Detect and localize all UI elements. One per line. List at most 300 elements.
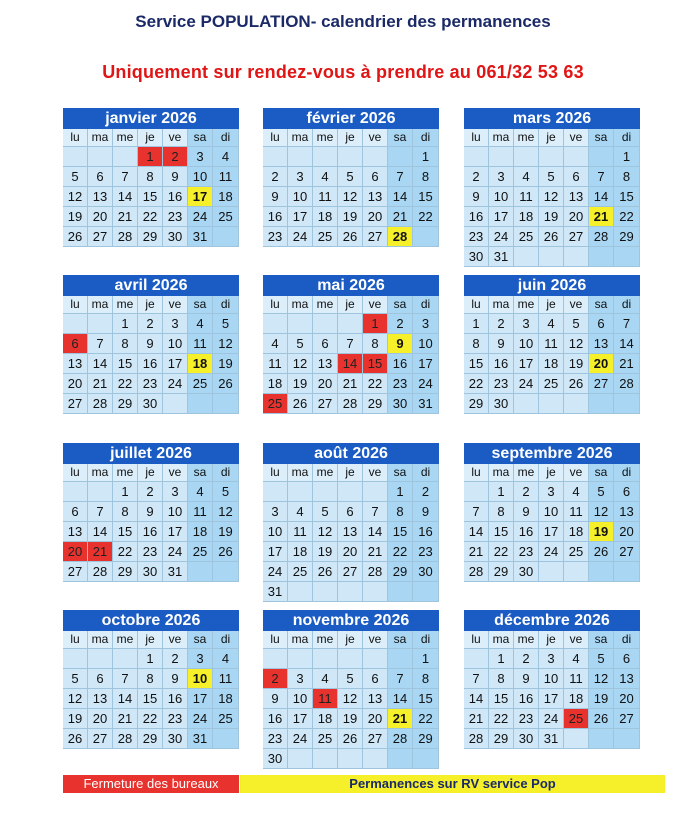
empty-cell xyxy=(338,482,363,502)
day-cell: 24 xyxy=(288,729,313,749)
day-cell: 4 xyxy=(539,314,564,334)
day-cell: 17 xyxy=(288,709,313,729)
day-cell: 27 xyxy=(88,729,113,749)
empty-cell xyxy=(514,147,539,167)
day-cell: 26 xyxy=(288,394,313,414)
day-cell: 12 xyxy=(63,689,88,709)
day-cell: 29 xyxy=(363,394,388,414)
day-cell: 27 xyxy=(363,227,388,247)
empty-cell xyxy=(614,562,640,582)
day-cell: 26 xyxy=(338,729,363,749)
empty-cell xyxy=(263,314,288,334)
weekday-header: sa xyxy=(388,129,413,147)
day-cell: 14 xyxy=(113,689,138,709)
empty-cell xyxy=(113,649,138,669)
month-calendar xyxy=(464,275,640,414)
day-cell: 26 xyxy=(564,374,589,394)
day-cell: 4 xyxy=(213,649,239,669)
empty-cell xyxy=(413,582,439,602)
empty-cell xyxy=(539,562,564,582)
weekday-header: je xyxy=(539,296,564,314)
day-cell: 21 xyxy=(88,374,113,394)
day-cell: 1 xyxy=(489,482,514,502)
day-cell: 5 xyxy=(338,669,363,689)
weekday-header: sa xyxy=(388,631,413,649)
weekday-header: lu xyxy=(63,129,88,147)
day-cell: 10 xyxy=(539,502,564,522)
empty-cell xyxy=(288,749,313,769)
day-cell: 4 xyxy=(263,334,288,354)
weekday-header: di xyxy=(614,296,640,314)
weekday-header: me xyxy=(113,464,138,482)
day-cell: 19 xyxy=(338,207,363,227)
day-cell: 22 xyxy=(614,207,640,227)
day-cell: 23 xyxy=(388,374,413,394)
day-cell: 25 xyxy=(313,227,338,247)
day-cell: 9 xyxy=(138,502,163,522)
day-cell: 28 xyxy=(464,562,489,582)
day-cell: 11 xyxy=(514,187,539,207)
day-cell: 14 xyxy=(88,522,113,542)
day-cell: 30 xyxy=(413,562,439,582)
empty-cell xyxy=(489,147,514,167)
day-cell: 19 xyxy=(539,207,564,227)
day-cell: 9 xyxy=(263,689,288,709)
day-cell: 12 xyxy=(589,502,614,522)
weekday-header: lu xyxy=(263,464,288,482)
day-cell: 20 xyxy=(88,709,113,729)
day-cell: 25 xyxy=(564,709,589,729)
empty-cell xyxy=(338,649,363,669)
day-cell: 26 xyxy=(63,729,88,749)
month-title: février 2026 xyxy=(263,108,439,129)
weekday-header: lu xyxy=(464,464,489,482)
day-cell: 3 xyxy=(514,314,539,334)
day-cell: 24 xyxy=(489,227,514,247)
day-cell: 27 xyxy=(63,562,88,582)
day-cell: 23 xyxy=(263,227,288,247)
empty-cell xyxy=(188,562,213,582)
day-cell: 9 xyxy=(413,502,439,522)
day-cell: 28 xyxy=(464,729,489,749)
day-cell: 7 xyxy=(363,502,388,522)
weekday-header: je xyxy=(338,631,363,649)
day-cell: 30 xyxy=(263,749,288,769)
day-cell: 5 xyxy=(63,167,88,187)
day-cell: 22 xyxy=(138,207,163,227)
day-cell: 9 xyxy=(388,334,413,354)
empty-cell xyxy=(363,649,388,669)
weekday-header: di xyxy=(213,464,239,482)
weekday-header: ma xyxy=(489,296,514,314)
day-cell: 25 xyxy=(564,542,589,562)
weekday-header: je xyxy=(138,296,163,314)
day-cell: 3 xyxy=(288,167,313,187)
day-cell: 14 xyxy=(464,689,489,709)
day-cell: 7 xyxy=(464,669,489,689)
weekday-header: je xyxy=(138,464,163,482)
weekday-header: ma xyxy=(88,129,113,147)
day-cell: 31 xyxy=(188,729,213,749)
empty-cell xyxy=(564,562,589,582)
day-cell: 20 xyxy=(614,522,640,542)
day-cell: 10 xyxy=(188,167,213,187)
day-cell: 27 xyxy=(589,374,614,394)
legend-closed: Fermeture des bureaux xyxy=(63,775,239,793)
day-cell: 6 xyxy=(63,502,88,522)
weekday-header: di xyxy=(413,464,439,482)
day-cell: 30 xyxy=(163,227,188,247)
day-cell: 16 xyxy=(163,689,188,709)
empty-cell xyxy=(88,314,113,334)
day-cell: 18 xyxy=(288,542,313,562)
day-cell: 16 xyxy=(464,207,489,227)
day-cell: 20 xyxy=(338,542,363,562)
day-cell: 2 xyxy=(263,167,288,187)
day-cell: 21 xyxy=(614,354,640,374)
day-cell: 11 xyxy=(213,669,239,689)
empty-cell xyxy=(213,729,239,749)
day-cell: 13 xyxy=(313,354,338,374)
month-title: décembre 2026 xyxy=(464,610,640,631)
day-cell: 17 xyxy=(188,187,213,207)
day-cell: 9 xyxy=(514,502,539,522)
day-cell: 8 xyxy=(138,167,163,187)
day-cell: 6 xyxy=(614,649,640,669)
empty-cell xyxy=(464,147,489,167)
empty-cell xyxy=(63,649,88,669)
day-cell: 2 xyxy=(138,482,163,502)
day-cell: 18 xyxy=(213,689,239,709)
day-cell: 3 xyxy=(188,649,213,669)
empty-cell xyxy=(564,394,589,414)
empty-cell xyxy=(539,147,564,167)
day-cell: 30 xyxy=(163,729,188,749)
day-cell: 22 xyxy=(464,374,489,394)
day-cell: 10 xyxy=(514,334,539,354)
day-cell: 9 xyxy=(163,669,188,689)
day-cell: 15 xyxy=(464,354,489,374)
month-calendar xyxy=(63,108,239,247)
day-cell: 12 xyxy=(539,187,564,207)
empty-cell xyxy=(614,247,640,267)
day-cell: 1 xyxy=(388,482,413,502)
day-cell: 1 xyxy=(413,147,439,167)
day-cell: 22 xyxy=(138,709,163,729)
day-cell: 15 xyxy=(363,354,388,374)
day-cell: 28 xyxy=(338,394,363,414)
day-cell: 4 xyxy=(564,482,589,502)
day-cell: 26 xyxy=(213,374,239,394)
day-cell: 19 xyxy=(63,207,88,227)
day-cell: 3 xyxy=(163,314,188,334)
day-cell: 9 xyxy=(464,187,489,207)
day-cell: 4 xyxy=(514,167,539,187)
day-cell: 11 xyxy=(288,522,313,542)
day-cell: 30 xyxy=(138,562,163,582)
day-cell: 8 xyxy=(464,334,489,354)
day-cell: 17 xyxy=(163,522,188,542)
day-cell: 9 xyxy=(163,167,188,187)
day-cell: 8 xyxy=(113,334,138,354)
day-cell: 4 xyxy=(564,649,589,669)
day-cell: 4 xyxy=(188,314,213,334)
weekday-header: je xyxy=(338,129,363,147)
weekday-header: sa xyxy=(589,129,614,147)
day-cell: 24 xyxy=(539,542,564,562)
day-cell: 26 xyxy=(338,227,363,247)
day-cell: 6 xyxy=(564,167,589,187)
day-cell: 12 xyxy=(288,354,313,374)
day-cell: 12 xyxy=(338,187,363,207)
day-cell: 14 xyxy=(113,187,138,207)
weekday-header: sa xyxy=(589,464,614,482)
empty-cell xyxy=(88,147,113,167)
day-cell: 16 xyxy=(388,354,413,374)
weekday-header: sa xyxy=(388,296,413,314)
day-cell: 7 xyxy=(88,334,113,354)
day-cell: 30 xyxy=(514,562,539,582)
weekday-header: di xyxy=(614,464,640,482)
weekday-header: lu xyxy=(263,631,288,649)
weekday-header: ma xyxy=(489,129,514,147)
day-cell: 11 xyxy=(564,669,589,689)
day-cell: 23 xyxy=(163,709,188,729)
day-cell: 25 xyxy=(313,729,338,749)
weekday-header: sa xyxy=(188,464,213,482)
day-cell: 2 xyxy=(163,649,188,669)
day-cell: 2 xyxy=(489,314,514,334)
day-cell: 12 xyxy=(213,334,239,354)
day-cell: 7 xyxy=(113,167,138,187)
empty-cell xyxy=(564,247,589,267)
day-cell: 18 xyxy=(514,207,539,227)
day-cell: 4 xyxy=(313,669,338,689)
day-cell: 16 xyxy=(413,522,439,542)
day-cell: 17 xyxy=(163,354,188,374)
day-cell: 9 xyxy=(138,334,163,354)
day-cell: 15 xyxy=(113,522,138,542)
day-cell: 6 xyxy=(363,669,388,689)
day-cell: 7 xyxy=(464,502,489,522)
day-cell: 1 xyxy=(138,649,163,669)
day-cell: 10 xyxy=(163,334,188,354)
day-cell: 27 xyxy=(614,709,640,729)
legend-permanence: Permanences sur RV service Pop xyxy=(240,775,665,793)
weekday-header: ma xyxy=(489,464,514,482)
month-calendar xyxy=(263,610,439,769)
day-cell: 19 xyxy=(288,374,313,394)
month-calendar xyxy=(464,108,640,267)
day-cell: 11 xyxy=(263,354,288,374)
empty-cell xyxy=(313,749,338,769)
day-cell: 1 xyxy=(113,482,138,502)
empty-cell xyxy=(213,227,239,247)
day-cell: 18 xyxy=(313,709,338,729)
month-title: avril 2026 xyxy=(63,275,239,296)
weekday-header: sa xyxy=(188,129,213,147)
day-cell: 22 xyxy=(489,542,514,562)
weekday-header: sa xyxy=(388,464,413,482)
day-cell: 13 xyxy=(589,334,614,354)
weekday-header: me xyxy=(313,129,338,147)
day-cell: 6 xyxy=(88,167,113,187)
day-cell: 7 xyxy=(614,314,640,334)
day-cell: 6 xyxy=(614,482,640,502)
empty-cell xyxy=(288,482,313,502)
day-cell: 22 xyxy=(113,542,138,562)
day-cell: 21 xyxy=(388,207,413,227)
weekday-header: ve xyxy=(363,296,388,314)
day-cell: 17 xyxy=(188,689,213,709)
day-cell: 13 xyxy=(363,187,388,207)
day-cell: 13 xyxy=(88,689,113,709)
day-cell: 26 xyxy=(589,709,614,729)
weekday-header: di xyxy=(413,129,439,147)
day-cell: 14 xyxy=(388,187,413,207)
day-cell: 21 xyxy=(113,709,138,729)
day-cell: 19 xyxy=(63,709,88,729)
empty-cell xyxy=(539,247,564,267)
weekday-header: me xyxy=(313,296,338,314)
day-cell: 21 xyxy=(388,709,413,729)
day-cell: 13 xyxy=(614,502,640,522)
weekday-header: ve xyxy=(163,129,188,147)
day-cell: 8 xyxy=(413,669,439,689)
day-cell: 8 xyxy=(614,167,640,187)
weekday-header: me xyxy=(514,296,539,314)
day-cell: 16 xyxy=(263,207,288,227)
empty-cell xyxy=(288,314,313,334)
day-cell: 19 xyxy=(213,354,239,374)
day-cell: 16 xyxy=(514,522,539,542)
weekday-header: je xyxy=(539,129,564,147)
day-cell: 31 xyxy=(263,582,288,602)
day-cell: 24 xyxy=(413,374,439,394)
day-cell: 25 xyxy=(188,374,213,394)
month-grid xyxy=(464,464,640,582)
day-cell: 13 xyxy=(363,689,388,709)
empty-cell xyxy=(589,394,614,414)
month-title: octobre 2026 xyxy=(63,610,239,631)
day-cell: 4 xyxy=(288,502,313,522)
day-cell: 12 xyxy=(338,689,363,709)
day-cell: 3 xyxy=(288,669,313,689)
month-grid xyxy=(263,631,439,769)
day-cell: 30 xyxy=(138,394,163,414)
day-cell: 1 xyxy=(614,147,640,167)
weekday-header: sa xyxy=(589,296,614,314)
day-cell: 16 xyxy=(489,354,514,374)
day-cell: 23 xyxy=(163,207,188,227)
weekday-header: ve xyxy=(564,631,589,649)
day-cell: 24 xyxy=(163,542,188,562)
empty-cell xyxy=(589,729,614,749)
empty-cell xyxy=(63,482,88,502)
day-cell: 14 xyxy=(614,334,640,354)
day-cell: 5 xyxy=(589,482,614,502)
day-cell: 28 xyxy=(88,394,113,414)
day-cell: 3 xyxy=(539,649,564,669)
weekday-header: ve xyxy=(564,464,589,482)
day-cell: 11 xyxy=(564,502,589,522)
day-cell: 5 xyxy=(213,482,239,502)
day-cell: 5 xyxy=(564,314,589,334)
day-cell: 24 xyxy=(263,562,288,582)
day-cell: 2 xyxy=(514,649,539,669)
day-cell: 17 xyxy=(539,689,564,709)
day-cell: 4 xyxy=(188,482,213,502)
day-cell: 10 xyxy=(539,669,564,689)
day-cell: 20 xyxy=(63,542,88,562)
empty-cell xyxy=(388,749,413,769)
day-cell: 24 xyxy=(288,227,313,247)
day-cell: 27 xyxy=(338,562,363,582)
weekday-header: di xyxy=(213,296,239,314)
month-calendar xyxy=(63,275,239,414)
day-cell: 28 xyxy=(113,227,138,247)
day-cell: 19 xyxy=(313,542,338,562)
weekday-header: lu xyxy=(464,631,489,649)
day-cell: 25 xyxy=(213,207,239,227)
empty-cell xyxy=(88,649,113,669)
day-cell: 14 xyxy=(338,354,363,374)
day-cell: 11 xyxy=(539,334,564,354)
day-cell: 2 xyxy=(388,314,413,334)
weekday-header: ma xyxy=(88,464,113,482)
day-cell: 1 xyxy=(113,314,138,334)
weekday-header: di xyxy=(413,296,439,314)
day-cell: 5 xyxy=(63,669,88,689)
day-cell: 22 xyxy=(413,709,439,729)
day-cell: 3 xyxy=(539,482,564,502)
day-cell: 23 xyxy=(489,374,514,394)
day-cell: 16 xyxy=(514,689,539,709)
weekday-header: ma xyxy=(288,129,313,147)
day-cell: 2 xyxy=(464,167,489,187)
day-cell: 27 xyxy=(88,227,113,247)
day-cell: 13 xyxy=(63,354,88,374)
weekday-header: me xyxy=(313,631,338,649)
weekday-header: ve xyxy=(363,129,388,147)
day-cell: 25 xyxy=(188,542,213,562)
day-cell: 29 xyxy=(113,562,138,582)
day-cell: 1 xyxy=(464,314,489,334)
day-cell: 24 xyxy=(188,709,213,729)
day-cell: 28 xyxy=(589,227,614,247)
day-cell: 2 xyxy=(138,314,163,334)
weekday-header: lu xyxy=(263,296,288,314)
day-cell: 29 xyxy=(489,729,514,749)
day-cell: 17 xyxy=(514,354,539,374)
day-cell: 25 xyxy=(514,227,539,247)
day-cell: 20 xyxy=(614,689,640,709)
weekday-header: lu xyxy=(63,296,88,314)
day-cell: 26 xyxy=(63,227,88,247)
day-cell: 19 xyxy=(213,522,239,542)
day-cell: 1 xyxy=(489,649,514,669)
day-cell: 1 xyxy=(413,649,439,669)
day-cell: 6 xyxy=(363,167,388,187)
empty-cell xyxy=(88,482,113,502)
day-cell: 22 xyxy=(113,374,138,394)
day-cell: 13 xyxy=(564,187,589,207)
day-cell: 27 xyxy=(363,729,388,749)
day-cell: 13 xyxy=(338,522,363,542)
day-cell: 8 xyxy=(138,669,163,689)
weekday-header: ve xyxy=(363,464,388,482)
day-cell: 24 xyxy=(514,374,539,394)
